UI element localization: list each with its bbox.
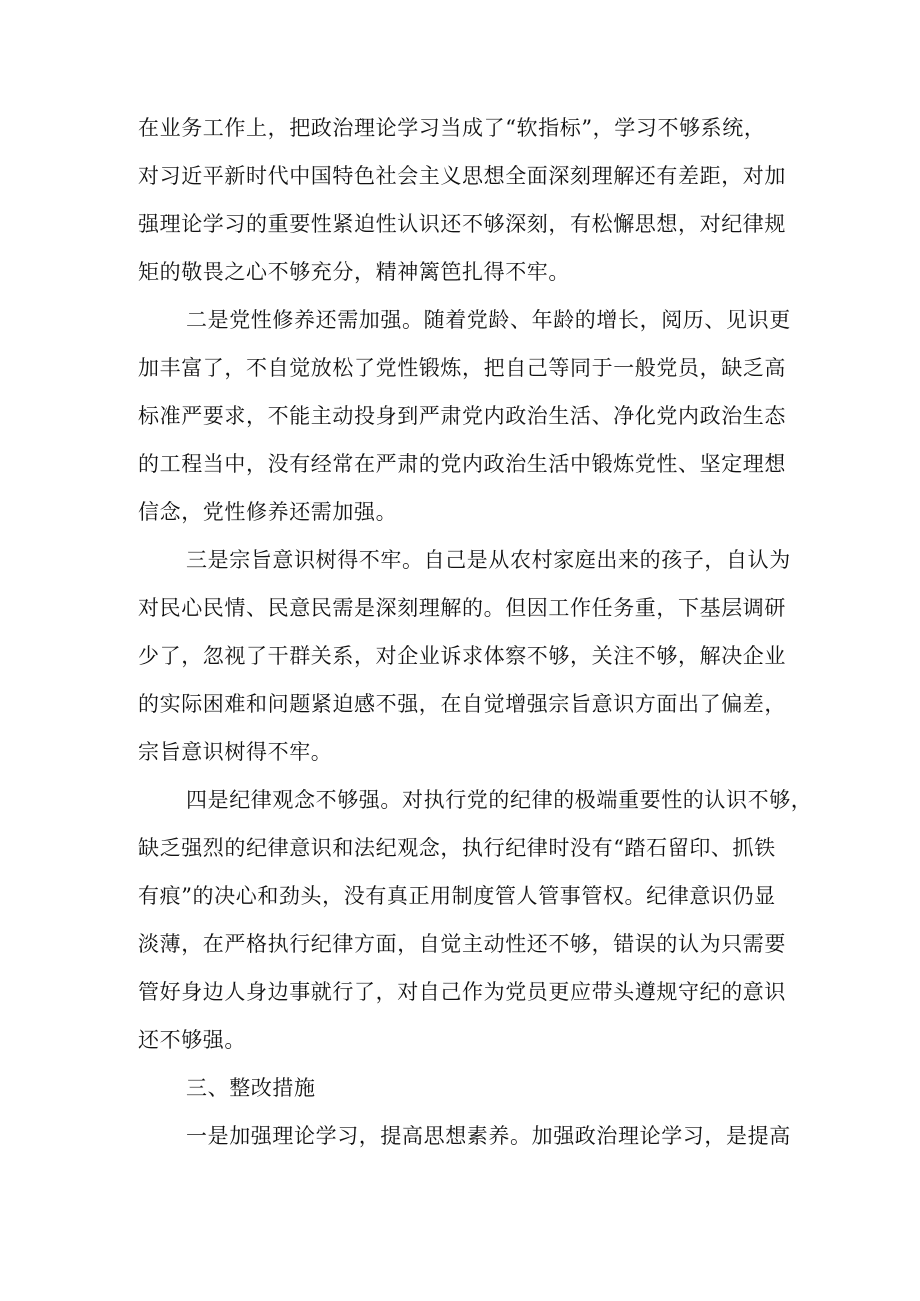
section-heading: 三、整改措施 (186, 1076, 316, 1100)
text-line: 缺乏强烈的纪律意识和法纪观念，执行纪律时没有“踏石留印、抓铁 (138, 836, 776, 860)
text-line: 宗旨意识树得不牢。 (138, 740, 333, 764)
paragraph-start-line: 二是党性修养还需加强。随着党龄、年龄的增长，阅历、见识更 (186, 308, 791, 332)
text-line: 对习近平新时代中国特色社会主义思想全面深刻理解还有差距，对加 (138, 164, 786, 188)
text-line: 还不够强。 (138, 1028, 246, 1052)
text-line: 的实际困难和问题紧迫感不强，在自觉增强宗旨意识方面出了偏差， (138, 692, 786, 716)
text-line: 矩的敬畏之心不够充分，精神篱笆扎得不牢。 (138, 260, 570, 284)
text-line: 信念，党性修养还需加强。 (138, 500, 398, 524)
text-line: 强理论学习的重要性紧迫性认识还不够深刻，有松懈思想，对纪律规 (138, 212, 786, 236)
text-line: 标准严要求，不能主动投身到严肃党内政治生活、净化党内政治生态 (138, 404, 786, 428)
text-line: 管好身边人身边事就行了，对自己作为党员更应带头遵规守纪的意识 (138, 980, 786, 1004)
text-line: 少了，忽视了干群关系，对企业诉求体察不够，关注不够，解决企业 (138, 644, 786, 668)
paragraph-start-line: 一是加强理论学习，提高思想素养。加强政治理论学习，是提高 (186, 1124, 791, 1148)
document-body (138, 104, 813, 1160)
text-line: 对民心民情、民意民需是深刻理解的。但因工作任务重，下基层调研 (138, 596, 786, 620)
paragraph-start-line: 三是宗旨意识树得不牢。自己是从农村家庭出来的孩子，自认为 (186, 548, 791, 572)
text-line: 有痕”的决心和劲头，没有真正用制度管人管事管权。纪律意识仍显 (138, 884, 776, 908)
text-line: 的工程当中，没有经常在严肃的党内政治生活中锻炼党性、坚定理想 (138, 452, 786, 476)
text-line: 加丰富了，不自觉放松了党性锻炼，把自己等同于一般党员，缺乏高 (138, 356, 786, 380)
text-line: 淡薄，在严格执行纪律方面，自觉主动性还不够，错误的认为只需要 (138, 932, 786, 956)
text-line: 在业务工作上，把政治理论学习当成了“软指标”，学习不够系统， (138, 116, 766, 140)
paragraph-start-line: 四是纪律观念不够强。对执行党的纪律的极端重要性的认识不够， (186, 788, 813, 812)
